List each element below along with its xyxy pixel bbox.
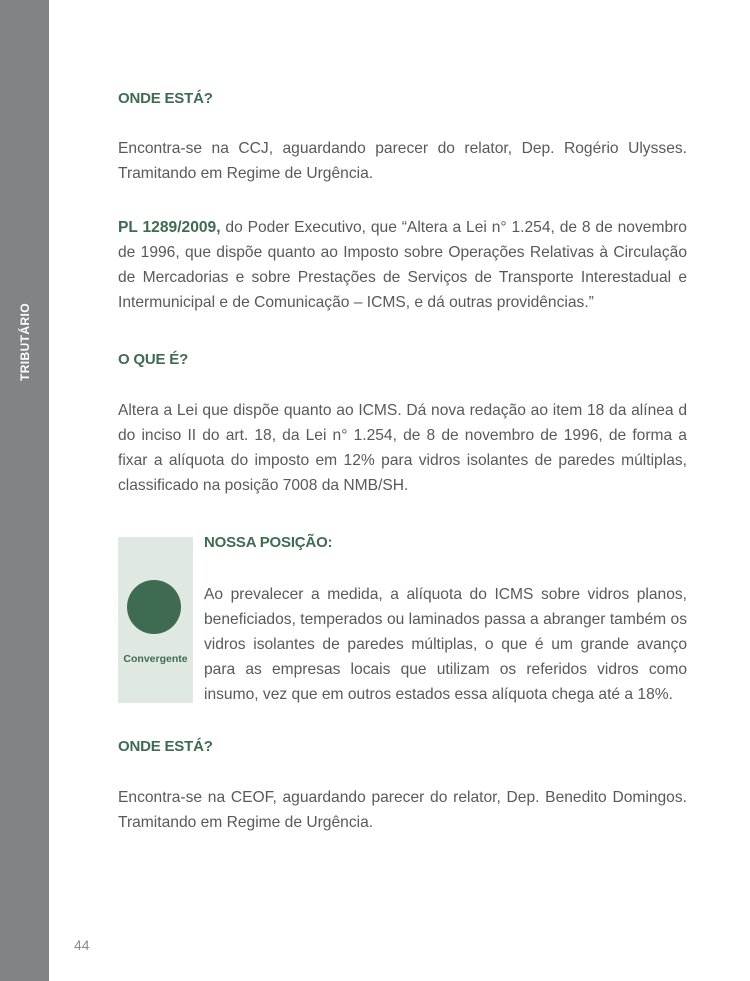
position-paragraph: Ao prevalecer a medida, a alíquota do ICMS sobre vidros planos, beneficiados, temperados ou laminados passa a abranger também os vidros isolantes de paredes múltiplas, o que é um grande avanço para as empresas locais que utilizam os referidos vidros como insumo, vez que em outros estados essa alíquota chega até a 18%. xyxy=(204,586,687,703)
bill-description: do Poder Executivo, que “Altera a Lei n° 1.254, de 8 de novembro de 1996, que dispõe quanto ao Imposto sobre Operações Relativas à Circulação de Mercadorias e sobre Prestações de Serviços de Transporte Interestadual e Intermunicipal e de Comunicação – ICMS, e dá outras providências.” xyxy=(118,219,687,311)
heading-onde-esta: ONDE ESTÁ? xyxy=(118,90,213,107)
status-paragraph: Encontra-se na CCJ, aguardando parecer do relator, Dep. Rogério Ulysses. Tramitando em Regime de Urgência. xyxy=(118,140,687,182)
heading-o-que-e: O QUE É? xyxy=(118,351,189,368)
position-label: Convergente xyxy=(123,653,188,665)
section-label: TRIBUTÁRIO xyxy=(18,303,32,381)
page-number: 44 xyxy=(74,937,90,953)
status-paragraph-2: Encontra-se na CEOF, aguardando parecer do relator, Dep. Benedito Domingos. Tramitando em Regime de Urgência. xyxy=(118,789,687,831)
bill-paragraph xyxy=(118,215,687,315)
heading-onde-esta-2: ONDE ESTÁ? xyxy=(118,738,213,755)
description-paragraph: Altera a Lei que dispõe quanto ao ICMS. Dá nova redação ao item 18 da alínea d do inciso II do art. 18, da Lei n° 1.254, de 8 de novembro de 1996, de forma a fixar a alíquota do imposto em 12% para vidros isolantes de paredes múltiplas, classificado na posição 7008 da NMB/SH. xyxy=(118,402,687,494)
bill-id: PL 1289/2009, xyxy=(118,219,221,236)
position-indicator-icon xyxy=(127,580,181,634)
heading-nossa-posicao: NOSSA POSIÇÃO: xyxy=(204,534,333,551)
side-bar xyxy=(0,0,49,981)
position-badge xyxy=(118,537,193,703)
